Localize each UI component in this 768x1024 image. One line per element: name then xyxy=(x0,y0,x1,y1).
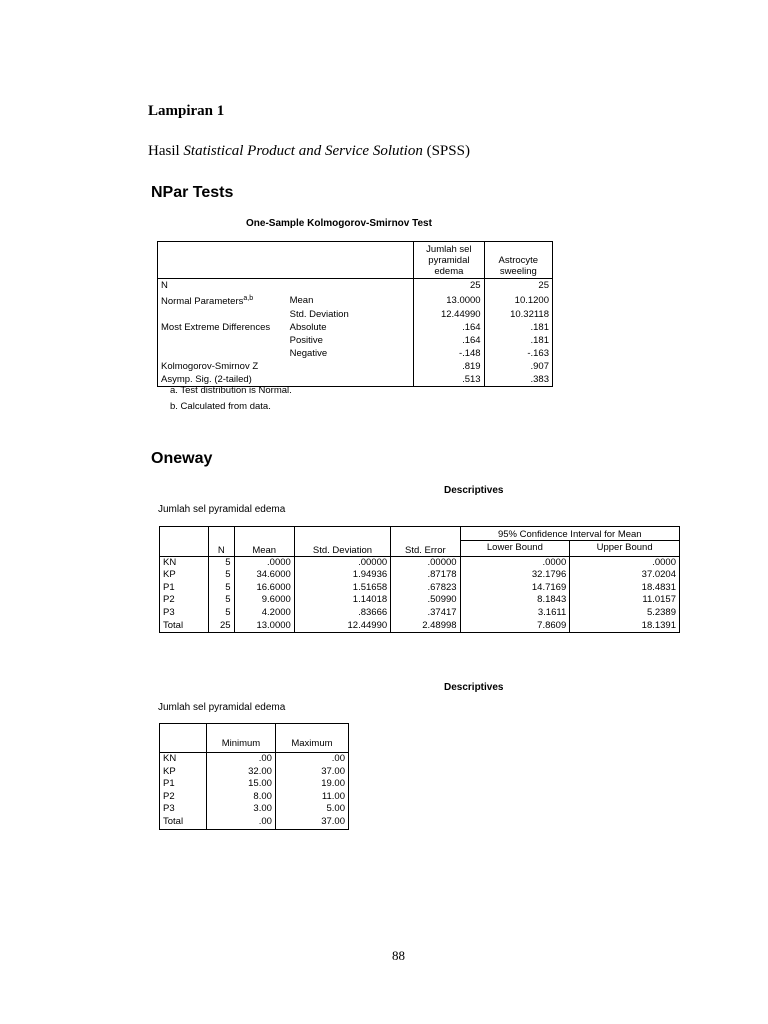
descriptives-cell-value: .00000 xyxy=(391,556,460,569)
descriptives2-group-label: P1 xyxy=(163,778,175,790)
descriptives-cell-value: 18.4831 xyxy=(570,582,680,595)
descriptives-group-label: P3 xyxy=(163,606,175,618)
ks-column-header: Jumlah sel pyramidal edema xyxy=(414,242,484,279)
descriptives2-cell-value: 11.00 xyxy=(275,791,348,804)
descriptives2-cell-value: 37.00 xyxy=(275,816,348,829)
ks-cell-value: .513 xyxy=(414,373,484,387)
subheading-italic: Statistical Product and Service Solution xyxy=(183,143,423,159)
descriptives2-cell-value: 3.00 xyxy=(207,803,276,816)
ks-row-sublabel xyxy=(287,279,414,293)
descriptives2-cell-value: .00 xyxy=(275,753,348,766)
descriptives-column-header: N xyxy=(209,527,235,557)
descriptives-cell-value: 11.0157 xyxy=(570,594,680,607)
descriptives-group-label: KN xyxy=(163,556,177,568)
descriptives-cell-value: 5.2389 xyxy=(570,607,680,620)
descriptives-group-label: Total xyxy=(163,619,184,631)
descriptives2-cell-value: .00 xyxy=(207,816,276,829)
descriptives-cell-value: 5 xyxy=(209,594,235,607)
descriptives2-group-label: P3 xyxy=(163,803,175,815)
descriptives2-cell-value: 15.00 xyxy=(207,778,276,791)
descriptives-group-label: P2 xyxy=(163,594,175,606)
descriptives-cell-value: 5 xyxy=(209,582,235,595)
ks-cell-value: .164 xyxy=(414,321,484,334)
descriptives-cell-value: 1.14018 xyxy=(294,594,390,607)
descriptives-cell-value: 5 xyxy=(209,569,235,582)
descriptives-cell-value: 1.94936 xyxy=(294,569,390,582)
descriptives-group-label: KP xyxy=(163,569,176,581)
oneway-section-title: Oneway xyxy=(151,450,213,467)
descriptives-cell-value: .37417 xyxy=(391,607,460,620)
descriptives-cell-value: .87178 xyxy=(391,569,460,582)
ks-row xyxy=(158,360,553,373)
ks-footnote-b: b. Calculated from data. xyxy=(170,401,271,412)
ks-row-label-superscript: a,b xyxy=(243,295,254,302)
descriptives-cell-value: .83666 xyxy=(294,607,390,620)
descriptives2-group-label: Total xyxy=(163,815,184,827)
column-header-minimum: Minimum xyxy=(207,724,276,753)
descriptives-row xyxy=(160,582,680,595)
subheading-prefix: Hasil xyxy=(148,143,180,159)
descriptives2-cell-value: 5.00 xyxy=(275,803,348,816)
column-header-maximum: Maximum xyxy=(275,724,348,753)
ks-row-label-text: Asymp. Sig. (2-tailed) xyxy=(161,374,252,386)
ks-row-label xyxy=(158,360,287,373)
ks-row-label-text: Kolmogorov-Smirnov Z xyxy=(161,361,259,373)
descriptives2-group-label: KN xyxy=(163,753,177,764)
descriptives-column-header: Mean xyxy=(234,527,294,557)
descriptives-row xyxy=(160,569,680,582)
document-subheading xyxy=(148,143,470,160)
ks-row-label xyxy=(158,292,287,308)
descriptives2-header-row xyxy=(160,724,349,753)
descriptives-cell-value: 5 xyxy=(209,607,235,620)
descriptives-cell-value: 16.6000 xyxy=(234,582,294,595)
descriptives-minmax-table xyxy=(159,723,349,830)
descriptives-title: Descriptives xyxy=(444,485,504,496)
ks-row xyxy=(158,292,553,308)
npar-section-title: NPar Tests xyxy=(151,184,234,201)
descriptives-cell-value: 14.7169 xyxy=(460,582,570,595)
ks-header-blank xyxy=(158,242,287,279)
descriptives-cell-value: .0000 xyxy=(460,556,570,569)
descriptives-cell-value: 37.0204 xyxy=(570,569,680,582)
ks-test-table xyxy=(157,241,553,387)
ks-row xyxy=(158,321,553,334)
ks-row-sublabel: Mean xyxy=(289,294,314,306)
ks-header-row xyxy=(158,242,553,279)
descriptives-variable-label: Jumlah sel pyramidal edema xyxy=(158,504,286,515)
ks-row-sublabel: Absolute xyxy=(289,322,327,334)
column-header-lower-bound: Lower Bound xyxy=(460,541,570,557)
ks-row-label-text: Normal Parameters xyxy=(161,296,244,308)
descriptives-cell-value: 12.44990 xyxy=(294,620,390,633)
ks-cell-value: .907 xyxy=(484,360,552,373)
descriptives-table xyxy=(159,526,680,633)
column-header-upper-bound: Upper Bound xyxy=(570,541,680,557)
ks-cell-value: -.163 xyxy=(484,347,552,360)
descriptives-cell-value: 7.8609 xyxy=(460,620,570,633)
ks-row xyxy=(158,279,553,293)
descriptives2-row xyxy=(160,803,349,816)
ks-cell-value: -.148 xyxy=(414,347,484,360)
ks-cell-value: .181 xyxy=(484,321,552,334)
ci-header: 95% Confidence Interval for Mean xyxy=(460,527,679,541)
descriptives-cell-value: 4.2000 xyxy=(234,607,294,620)
subheading-suffix: (SPSS) xyxy=(426,143,470,159)
ks-cell-value: .383 xyxy=(484,373,552,387)
ks-cell-value: .164 xyxy=(414,334,484,347)
descriptives2-row xyxy=(160,778,349,791)
descriptives2-row xyxy=(160,791,349,804)
ks-row-label-text: Most Extreme Differences xyxy=(161,322,271,334)
descriptives2-row xyxy=(160,753,349,766)
descriptives-group-label: P1 xyxy=(163,581,175,593)
descriptives-cell-value: .00000 xyxy=(294,556,390,569)
descriptives2-variable-label: Jumlah sel pyramidal edema xyxy=(158,702,286,713)
ks-cell-value: .181 xyxy=(484,334,552,347)
descriptives-cell-value: 9.6000 xyxy=(234,594,294,607)
ks-header-blank xyxy=(287,242,414,279)
ks-cell-value: 13.0000 xyxy=(414,292,484,308)
descriptives-header-blank xyxy=(160,527,209,557)
descriptives-column-header: Std. Deviation xyxy=(294,527,390,557)
descriptives2-row xyxy=(160,816,349,829)
descriptives-row xyxy=(160,556,680,569)
descriptives2-header-blank xyxy=(160,724,207,753)
descriptives-cell-value: 34.6000 xyxy=(234,569,294,582)
descriptives2-row xyxy=(160,766,349,779)
ks-row xyxy=(158,308,553,321)
descriptives-cell-value: 5 xyxy=(209,556,235,569)
ks-cell-value: 25 xyxy=(484,279,552,293)
ks-column-header: Astrocyte sweeling xyxy=(484,242,552,279)
descriptives-cell-value: .0000 xyxy=(234,556,294,569)
ks-row-label-text: N xyxy=(161,280,168,291)
document-heading: Lampiran 1 xyxy=(148,103,225,119)
ks-cell-value: 25 xyxy=(414,279,484,293)
ks-row-sublabel xyxy=(287,360,414,373)
descriptives-cell-value: 3.1611 xyxy=(460,607,570,620)
descriptives-cell-value: .0000 xyxy=(570,556,680,569)
ks-row-label xyxy=(158,308,287,321)
descriptives-cell-value: 32.1796 xyxy=(460,569,570,582)
descriptives2-cell-value: 37.00 xyxy=(275,766,348,779)
descriptives2-cell-value: 19.00 xyxy=(275,778,348,791)
descriptives2-title: Descriptives xyxy=(444,682,504,693)
ks-row-sublabel: Positive xyxy=(289,335,323,347)
descriptives-cell-value: 13.0000 xyxy=(234,620,294,633)
descriptives-cell-value: .67823 xyxy=(391,582,460,595)
descriptives2-cell-value: 8.00 xyxy=(207,791,276,804)
ks-table-title: One-Sample Kolmogorov-Smirnov Test xyxy=(246,218,432,229)
descriptives-cell-value: .50990 xyxy=(391,594,460,607)
descriptives2-cell-value: .00 xyxy=(207,753,276,766)
descriptives-cell-value: 2.48998 xyxy=(391,620,460,633)
descriptives-row xyxy=(160,607,680,620)
descriptives-cell-value: 1.51658 xyxy=(294,582,390,595)
ks-cell-value: .819 xyxy=(414,360,484,373)
ks-row-sublabel: Std. Deviation xyxy=(289,309,349,321)
ks-cell-value: 10.1200 xyxy=(484,292,552,308)
descriptives2-group-label: KP xyxy=(163,765,176,777)
descriptives-cell-value: 8.1843 xyxy=(460,594,570,607)
ks-row-label xyxy=(158,321,287,360)
descriptives-row xyxy=(160,620,680,633)
descriptives2-cell-value: 32.00 xyxy=(207,766,276,779)
page-number: 88 xyxy=(392,948,405,963)
ks-footnote-a: a. Test distribution is Normal. xyxy=(170,385,292,396)
descriptives-cell-value: 18.1391 xyxy=(570,620,680,633)
ks-cell-value: 10.32118 xyxy=(484,308,552,321)
descriptives2-group-label: P2 xyxy=(163,790,175,802)
ks-row-label xyxy=(158,279,287,293)
descriptives-row xyxy=(160,594,680,607)
descriptives-header-row xyxy=(160,527,680,541)
ks-row-sublabel xyxy=(287,373,414,387)
descriptives-cell-value: 25 xyxy=(209,620,235,633)
ks-row-sublabel: Negative xyxy=(289,348,328,360)
descriptives-column-header: Std. Error xyxy=(391,527,460,557)
ks-cell-value: 12.44990 xyxy=(414,308,484,321)
